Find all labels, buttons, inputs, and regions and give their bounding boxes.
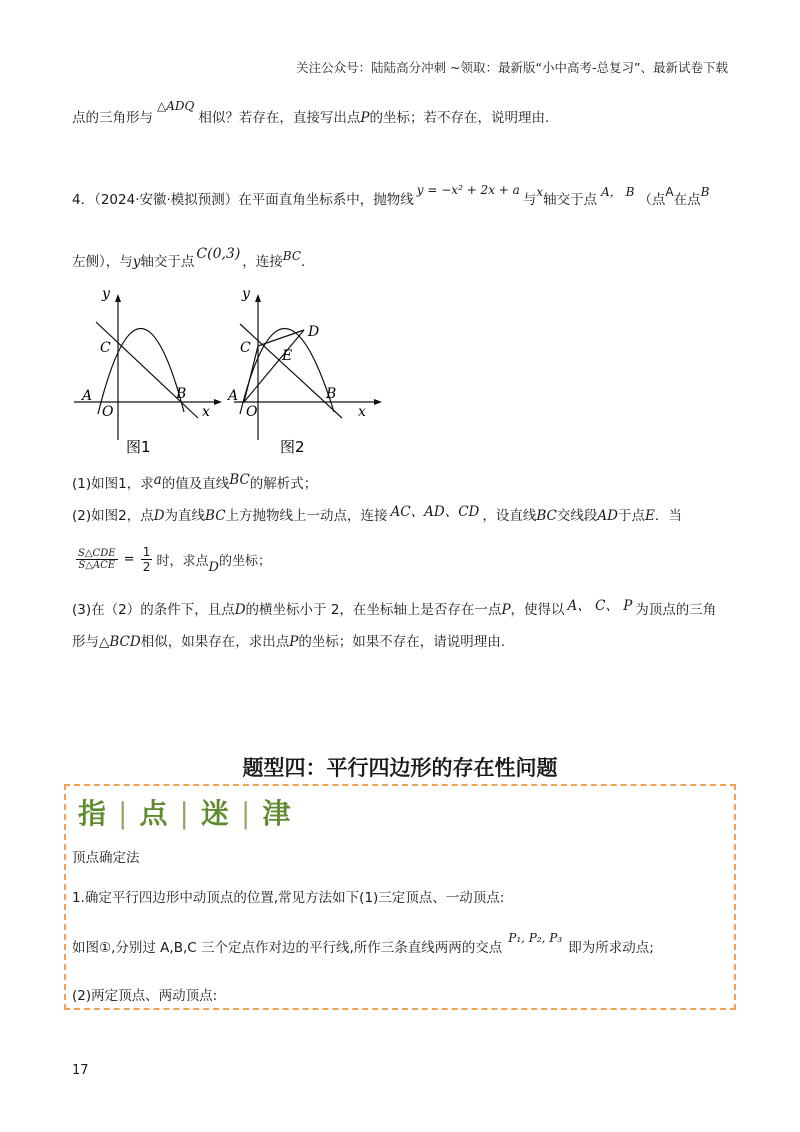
part-3-line1 <box>72 600 716 620</box>
fig2-label-x: x <box>358 404 366 420</box>
fig1-label-c: C <box>100 340 111 356</box>
prev-rest: 相似？若存在，直接写出点 <box>198 110 361 126</box>
p2-text-m: ．当 <box>654 508 682 524</box>
q4-text4: 在点 <box>673 192 701 208</box>
p2-e: E <box>644 508 655 524</box>
p3-text-e: ，使得以 <box>510 602 565 618</box>
fig2-label-d: D <box>308 324 320 340</box>
tips-line-4: (2)两定顶点、两动顶点: <box>72 988 218 1004</box>
p2-text-i: 交线段 <box>556 508 598 524</box>
p1-text: (1)如图1，求 <box>72 476 154 492</box>
p2-text-a: (2)如图2，点 <box>72 508 154 524</box>
q4-text: 与 <box>522 192 537 208</box>
point-c-coords: C(0,3) <box>196 246 241 262</box>
tips-char-3: 迷 <box>200 797 231 830</box>
fig2-caption: 图2 <box>280 438 305 456</box>
q4-points-ab: A， B <box>601 185 635 199</box>
p3-text-g: 为顶点的三角 <box>635 602 717 618</box>
q4-point-a: A <box>665 185 674 199</box>
tips-sep-1: | <box>118 797 130 830</box>
fig2-label-o: O <box>246 404 258 420</box>
prev-lead: 点的三角形与 <box>72 110 153 126</box>
q4-l2b: 轴交于点 <box>140 254 195 270</box>
tips-line-3 <box>72 931 654 958</box>
tips-char-4: 津 <box>262 797 293 830</box>
page-number: 17 <box>72 1063 89 1078</box>
p1-text2: 的值及直线 <box>161 476 230 492</box>
q4-text2: 轴交于点 <box>543 192 598 208</box>
tips-char-1: 指 <box>78 797 109 830</box>
fig1-label-a: A <box>82 388 93 404</box>
fig2-label-a: A <box>228 388 239 404</box>
prev-rest2: 的坐标；若不存在，说明理由. <box>369 110 550 126</box>
q4-point-b: B <box>700 185 710 199</box>
section-title: 题型四：平行四边形的存在性问题 <box>242 756 558 780</box>
tips-sep-3: | <box>240 797 253 830</box>
area-ratio-condition <box>76 545 271 574</box>
tips-line-2: 1.确定平行四边形中动顶点的位置,常见方法如下(1)三定顶点、一动顶点: <box>72 890 505 906</box>
fig2-label-y: y <box>242 290 250 302</box>
q4-y: y <box>132 254 141 270</box>
page-header: 关注公众号：陆陆高分冲刺 ~领取：最新版“小中高考-总复习”、最新试卷下载 <box>296 60 728 75</box>
tips-l3-text2: 即为所求动点; <box>568 940 654 956</box>
fig1-label-x: x <box>202 404 210 420</box>
figure-1 <box>66 290 226 460</box>
p3-triangle-bcd: △BCD <box>99 634 141 650</box>
question-4-line1 <box>72 183 710 210</box>
tips-char-2: 点 <box>139 797 170 830</box>
fig1-label-y: y <box>102 290 110 302</box>
prev-question-line <box>72 99 550 128</box>
p3-p: P <box>501 602 511 618</box>
p3-p2: P <box>289 634 299 650</box>
p2-text-c: 为直线 <box>164 508 206 524</box>
p3-text-l: 的坐标；如果不存在，请说明理由. <box>298 634 506 650</box>
p2-bc: BC <box>205 508 226 524</box>
p3-text-h: 形与 <box>72 634 99 650</box>
fig1-label-o: O <box>102 404 114 420</box>
p2-ad: AD <box>597 508 618 524</box>
q4-l2a: 左侧），与 <box>72 254 133 270</box>
tips-points-p: P₁, P₂, P₃ <box>508 931 563 945</box>
fig2-label-b: B <box>326 386 337 402</box>
p2-d: D <box>153 508 165 524</box>
tips-sep-2: | <box>179 797 191 830</box>
fraction-equals: = <box>123 552 135 567</box>
p1-text3: 的解析式； <box>249 476 318 492</box>
q4-l2c: ，连接 <box>242 254 283 270</box>
q4-number: 4．（2024·安徽·模拟预测）在平面直角坐标系中，抛物线 <box>72 192 414 208</box>
p2-text-k: 于点 <box>617 508 645 524</box>
p2-text-g: ，设直线 <box>482 508 537 524</box>
tips-l3-text: 如图①,分别过 A,B,C 三个定点作对边的平行线,所作三条直线两两的交点 <box>72 940 503 956</box>
p3-d: D <box>234 602 246 618</box>
parabola-equation: y = −x² + 2x + a <box>416 183 520 197</box>
p2-d2: D <box>208 560 219 575</box>
tips-heading <box>78 792 292 832</box>
p1-a: a <box>153 472 162 488</box>
p2-bc2: BC <box>536 508 557 524</box>
p3-acp: A、 C、 P <box>567 598 633 614</box>
point-p: P <box>360 110 370 126</box>
segment-bc: BC <box>282 249 302 263</box>
figure-2 <box>226 290 386 460</box>
q4-x: x <box>536 185 544 199</box>
part-2 <box>72 506 682 526</box>
fig2-label-c: C <box>240 340 251 356</box>
part-1 <box>72 474 317 494</box>
p3-text-j: 相似，如果存在，求出点 <box>140 634 290 650</box>
fraction-numerator: S△CDE <box>78 548 116 559</box>
fig1-label-b: B <box>176 386 187 402</box>
half-numerator: 1 <box>142 545 151 559</box>
p2-text-e: 上方抛物线上一动点，连接 <box>225 508 388 524</box>
fraction-denominator: S△ACE <box>78 560 116 571</box>
p2-segments: AC、AD、CD <box>390 504 480 520</box>
tips-line-1: 顶点确定法 <box>72 850 140 866</box>
p1-bc: BC <box>229 472 250 488</box>
p3-text-c: 的横坐标小于 2，在坐标轴上是否存在一点 <box>245 602 502 618</box>
q4-l2d: . <box>301 254 306 270</box>
question-4-line2 <box>72 246 306 272</box>
fig1-caption: 图1 <box>126 438 151 456</box>
fig2-label-e: E <box>282 348 293 364</box>
part-3-line2 <box>72 632 505 652</box>
p3-text-a: (3)在（2）的条件下，且点 <box>72 602 235 618</box>
q4-text3: （点 <box>638 192 666 208</box>
p2-text-p: 的坐标； <box>218 554 271 569</box>
triangle-adq: △ADQ <box>157 99 195 113</box>
p2-text-n: 时，求点 <box>156 554 209 569</box>
half-denominator: 2 <box>142 560 151 574</box>
